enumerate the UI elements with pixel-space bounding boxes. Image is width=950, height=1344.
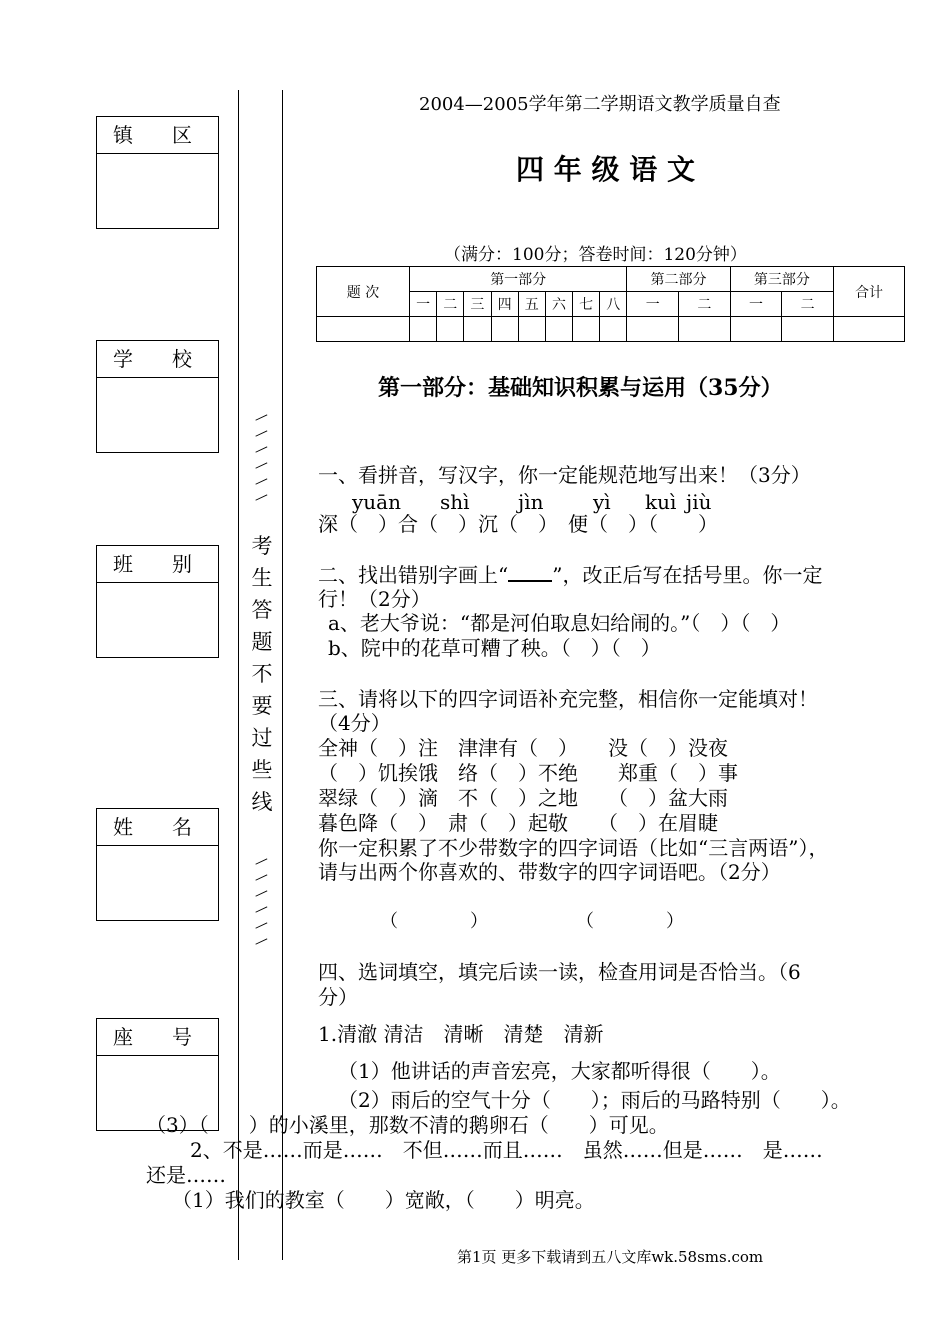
q1-pinyin-5: kuì [645, 490, 677, 514]
table-col: 一 [730, 292, 782, 317]
q1-pinyin-3: jìn [518, 490, 544, 514]
q4-prompt: 四、选词填空，填完后读一读，检查用词是否恰当。（6 [318, 960, 801, 984]
q3-extra-1: 你一定积累了不少带数字的四字词语（比如“三言两语”）， [318, 836, 829, 860]
table-col: 四 [491, 292, 518, 317]
q2-prompt2: 行！（2分） [318, 587, 431, 611]
table-col: 三 [464, 292, 491, 317]
table-col: 二 [679, 292, 731, 317]
dash-marks-bottom: — — — — — — [251, 851, 272, 952]
q4-words-2: 2、不是……而是…… 不但……而且…… 虽然……但是…… 是…… [190, 1138, 823, 1162]
table-col: 一 [627, 292, 679, 317]
score-cell[interactable] [491, 317, 518, 342]
table-total: 合计 [834, 267, 905, 317]
side-box-class [96, 545, 219, 658]
box-label-a: 姓 [113, 815, 133, 839]
q4-sentence-3: （3）（ ）的小溪里，那数不清的鹅卵石（ ）可见。 [146, 1113, 669, 1137]
notice-char: 生 [251, 566, 273, 590]
q3-row-3: 翠绿（ ）滴 不（ ）之地 （ ）盆大雨 [318, 786, 728, 810]
q4-prompt2: 分） [318, 985, 358, 1009]
q4-sentence-4: （1）我们的教室（ ）宽敞，（ ）明亮。 [172, 1188, 595, 1212]
q2-prompt-a: 二、找出错别字画上“ [318, 563, 509, 587]
notice-column [250, 530, 274, 818]
score-cell[interactable] [573, 317, 600, 342]
notice-char: 线 [251, 790, 273, 814]
box-label-b: 区 [172, 123, 192, 147]
q1-pinyin-2: shì [440, 490, 470, 514]
score-cell[interactable] [464, 317, 491, 342]
q3-row-1: 全神（ ）注 津津有（ ） 没（ ）没夜 [318, 736, 728, 760]
table-col: 六 [545, 292, 572, 317]
section1-title: 第一部分：基础知识积累与运用（35分） [378, 375, 783, 401]
score-table [316, 266, 905, 342]
q1-pinyin-1: yuān [352, 490, 401, 514]
side-box-name [96, 808, 219, 921]
q1-answer-line: 深（ ）合（ ）沉（ ） 便（ ）（ ） [318, 512, 718, 536]
score-cell[interactable] [627, 317, 679, 342]
page-footer: 第1页 更多下载请到五八文库wk.58sms.com [457, 1248, 764, 1266]
score-cell[interactable] [518, 317, 545, 342]
binding-line-left [238, 90, 239, 1260]
q4-words: 1.清澈 清洁 清晰 清楚 清新 [318, 1022, 604, 1046]
dash-marks-top: — — — — — — [251, 407, 272, 508]
q3-score: （4分） [318, 711, 391, 735]
q3-blank-2: （ ） [576, 911, 684, 932]
q2-prompt [318, 562, 822, 588]
q3-prompt: 三、请将以下的四字词语补充完整，相信你一定能填对！ [318, 687, 818, 711]
score-cell[interactable] [834, 317, 905, 342]
table-part2: 第二部分 [627, 267, 730, 292]
table-row-label: 题 次 [317, 267, 410, 317]
box-label-a: 座 [113, 1025, 133, 1049]
score-cell[interactable] [437, 317, 464, 342]
box-input[interactable] [97, 154, 218, 228]
notice-char: 要 [251, 694, 273, 718]
table-col: 八 [600, 292, 627, 317]
q3-row-2: （ ）饥挨饿 络（ ）不绝 郑重（ ）事 [318, 761, 738, 785]
q3-blank-1: （ ） [380, 911, 488, 932]
table-part1: 第一部分 [410, 267, 627, 292]
underline-mark [508, 562, 552, 582]
q2-item-b: b、院中的花草可糟了秧。（ ）（ ） [328, 636, 661, 660]
table-part3: 第三部分 [730, 267, 833, 292]
side-box-town [96, 116, 219, 229]
table-col: 五 [518, 292, 545, 317]
q1-pinyin-4: yì [593, 490, 611, 514]
exam-subtitle: 2004—2005学年第二学期语文教学质量自查 [419, 94, 781, 115]
score-cell[interactable] [410, 317, 437, 342]
q4-sentence-2: （2）雨后的空气十分（ ）；雨后的马路特别（ ）。 [338, 1088, 851, 1112]
box-label-b: 号 [172, 1025, 192, 1049]
box-input[interactable] [97, 378, 218, 452]
box-label-b: 别 [172, 552, 192, 576]
q2-item-a: a、老大爷说：“都是河伯取息妇给闹的。”（ ）（ ） [328, 611, 791, 635]
exam-meta: （满分：100分；答卷时间：120分钟） [444, 245, 747, 265]
notice-char: 些 [251, 758, 273, 782]
table-col: 七 [573, 292, 600, 317]
score-cell[interactable] [600, 317, 627, 342]
score-cell[interactable] [730, 317, 782, 342]
q1-pinyin-6: jiù [686, 490, 712, 514]
box-label-a: 班 [113, 552, 133, 576]
box-input[interactable] [97, 846, 218, 920]
q2-prompt-b: ”，改正后写在括号里。你一定 [552, 563, 823, 587]
score-cell[interactable] [545, 317, 572, 342]
box-label-a: 镇 [113, 123, 133, 147]
side-box-school [96, 340, 219, 453]
box-label-b: 名 [172, 815, 192, 839]
q3-row-4: 暮色降（ ） 肃（ ）起敬 （ ）在眉睫 [318, 811, 718, 835]
q4-sentence-1: （1）他讲话的声音宏亮，大家都听得很（ ）。 [338, 1059, 781, 1083]
q4-words-2b: 还是…… [146, 1163, 226, 1187]
box-label-b: 校 [172, 347, 192, 371]
box-input[interactable] [97, 583, 218, 657]
q1-prompt: 一、看拼音，写汉字，你一定能规范地写出来！（3分） [318, 463, 811, 487]
notice-char: 答 [251, 598, 273, 622]
q3-extra-2: 请与出两个你喜欢的、带数字的四字词语吧。（2分） [318, 860, 781, 884]
table-col: 二 [437, 292, 464, 317]
score-cell[interactable] [782, 317, 834, 342]
binding-line-right [282, 90, 283, 1260]
table-col: 一 [410, 292, 437, 317]
notice-char: 题 [251, 630, 273, 654]
exam-title: 四 年 级 语 文 [516, 153, 695, 186]
box-label-a: 学 [113, 347, 133, 371]
notice-char: 不 [251, 662, 273, 686]
table-col: 二 [782, 292, 834, 317]
score-cell[interactable] [317, 317, 410, 342]
score-cell[interactable] [679, 317, 731, 342]
notice-char: 过 [251, 726, 273, 750]
notice-char: 考 [251, 534, 273, 558]
